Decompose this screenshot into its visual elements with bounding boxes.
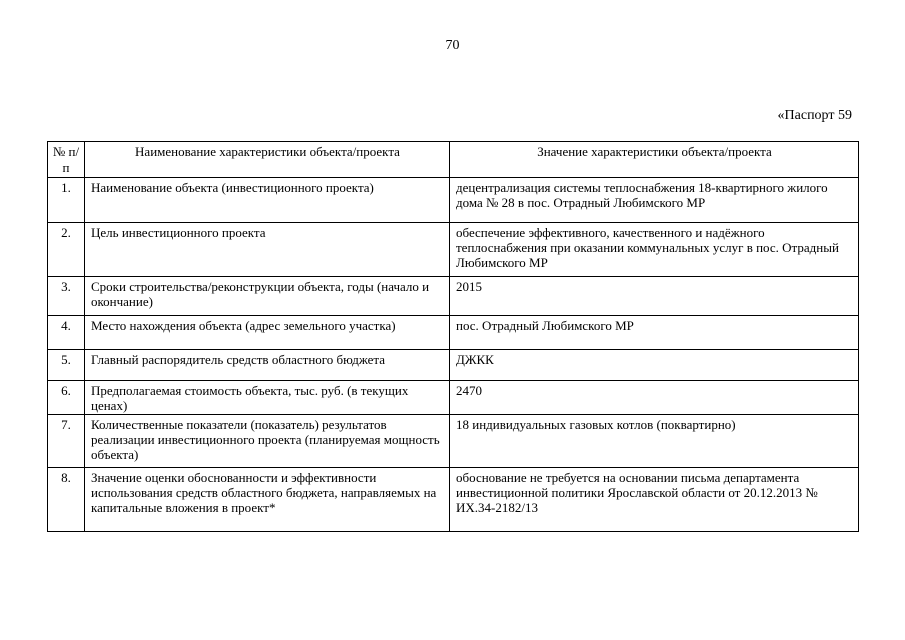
- row-number: 2.: [48, 223, 85, 277]
- row-characteristic-value: 2015: [450, 277, 859, 316]
- row-characteristic-name: Значение оценки обоснованности и эффективности использования средств областного бюджета, направляемых на капитальные вложения в проект*: [85, 468, 450, 532]
- row-characteristic-value: 2470: [450, 381, 859, 415]
- table-row: [48, 316, 859, 350]
- row-number: 4.: [48, 316, 85, 350]
- row-characteristic-name: Сроки строительства/реконструкции объекта, годы (начало и окончание): [85, 277, 450, 316]
- passport-table: [47, 141, 859, 532]
- header-characteristic-value: Значение характеристики объекта/проекта: [450, 142, 859, 178]
- row-characteristic-value: обоснование не требуется на основании письма департамента инвестиционной политики Ярославской области от 20.12.2013 № ИХ.34-2182/13: [450, 468, 859, 532]
- row-characteristic-name: Цель инвестиционного проекта: [85, 223, 450, 277]
- row-characteristic-value: обеспечение эффективного, качественного и надёжного теплоснабжения при оказании коммунальных услуг в пос. Отрадный Любимского МР: [450, 223, 859, 277]
- row-characteristic-name: Предполагаемая стоимость объекта, тыс. руб. (в текущих ценах): [85, 381, 450, 415]
- page-number: 70: [445, 38, 460, 53]
- row-characteristic-name: Наименование объекта (инвестиционного проекта): [85, 178, 450, 223]
- row-characteristic-name: Главный распорядитель средств областного бюджета: [85, 350, 450, 381]
- table-row: [48, 468, 859, 532]
- row-characteristic-value: пос. Отрадный Любимского МР: [450, 316, 859, 350]
- row-number: 7.: [48, 415, 85, 468]
- header-characteristic-name: Наименование характеристики объекта/проекта: [85, 142, 450, 178]
- row-number: 6.: [48, 381, 85, 415]
- row-characteristic-value: ДЖКК: [450, 350, 859, 381]
- row-characteristic-name: Место нахождения объекта (адрес земельного участка): [85, 316, 450, 350]
- row-characteristic-name: Количественные показатели (показатель) результатов реализации инвестиционного проекта (планируемая мощность объекта): [85, 415, 450, 468]
- table-header-row: [48, 142, 859, 178]
- row-number: 1.: [48, 178, 85, 223]
- table-row: [48, 381, 859, 415]
- table-row: [48, 223, 859, 277]
- row-number: 5.: [48, 350, 85, 381]
- document-label: «Паспорт 59: [777, 108, 852, 123]
- row-characteristic-value: 18 индивидуальных газовых котлов (поквартирно): [450, 415, 859, 468]
- table-row: [48, 415, 859, 468]
- table-row: [48, 350, 859, 381]
- row-number: 3.: [48, 277, 85, 316]
- row-number: 8.: [48, 468, 85, 532]
- row-characteristic-value: децентрализация системы теплоснабжения 18-квартирного жилого дома № 28 в пос. Отрадный Любимского МР: [450, 178, 859, 223]
- table-row: [48, 277, 859, 316]
- table-row: [48, 178, 859, 223]
- header-number: № п/п: [48, 142, 85, 178]
